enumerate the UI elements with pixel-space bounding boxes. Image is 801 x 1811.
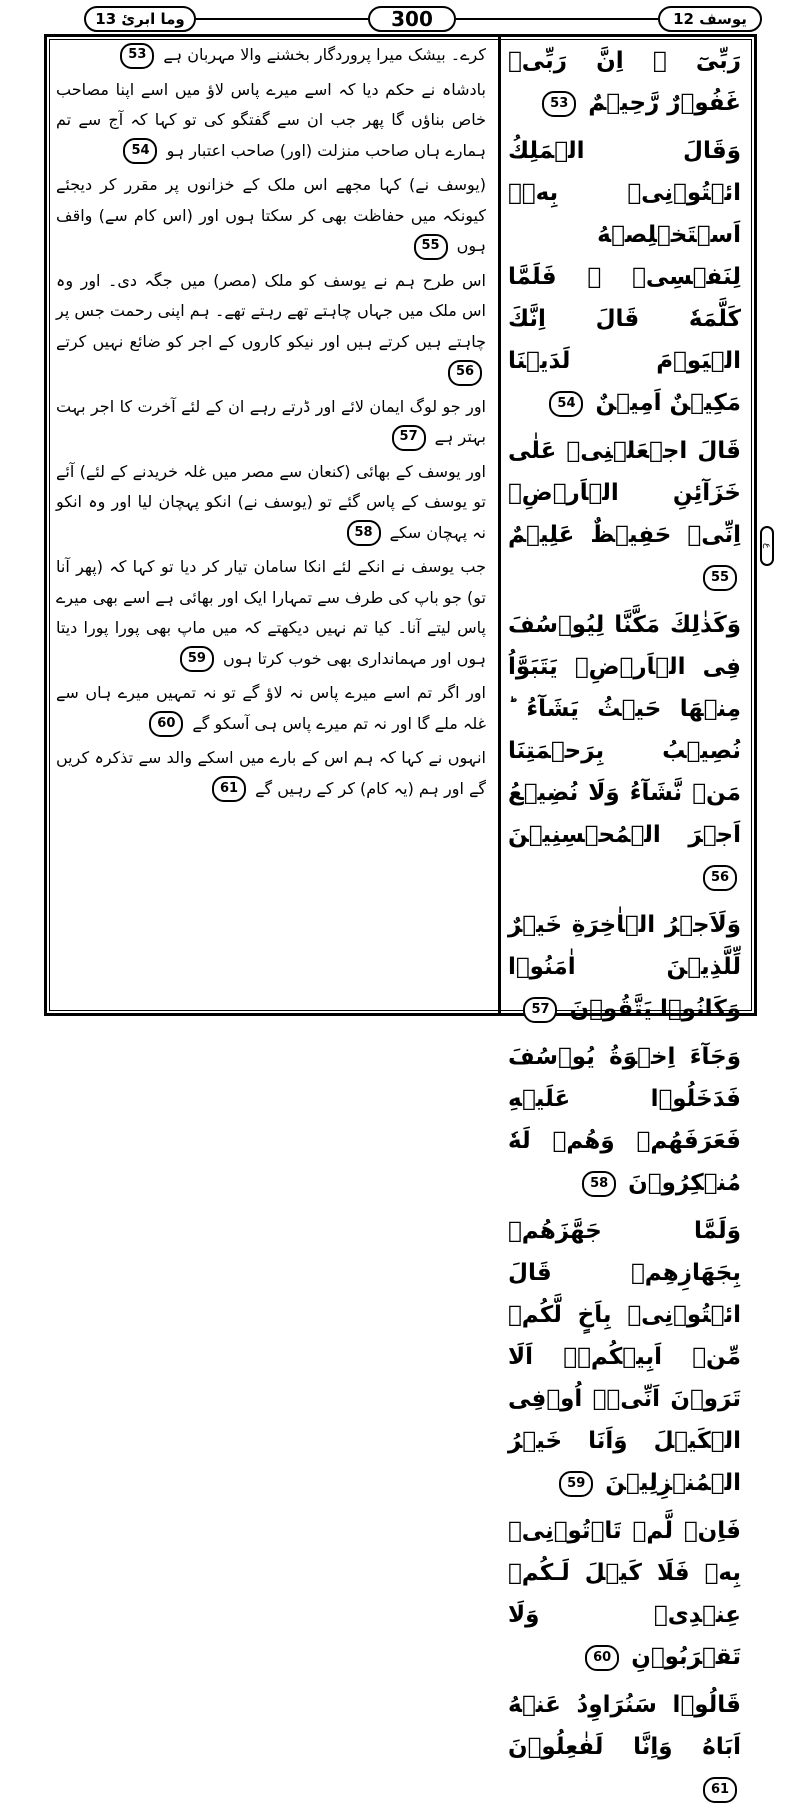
header-rule-right [456, 18, 658, 20]
verse-number-badge: 57 [523, 997, 557, 1023]
verse-number-badge: 57 [392, 425, 426, 451]
urdu-verse [56, 75, 486, 167]
arabic-verse-text: قَالُوۡا سَنُرَاوِدُ عَنۡهُ اَبَاهُ وَاِنَّا لَفٰعِلُوۡنَ [508, 1692, 741, 1760]
arabic-verses [508, 40, 741, 1810]
arabic-verse-text: وَلَمَّا جَهَّزَهُمۡ بِجَهَازِهِمۡ قَالَ ائۡتُوۡنِىۡ بِاَخٍ لَّكُمۡ مِّنۡ اَبِيۡكُمۡ‌ۚ اَلَا تَرَوۡنَ اَنِّىۡۤ اُوۡفِى الۡكَيۡلَ وَاَنَا خَيۡرُ الۡمُنۡزِلِيۡنَ [508, 1218, 741, 1496]
urdu-verse [56, 552, 486, 674]
page-number: 300 [368, 6, 456, 32]
arabic-verse-text: وَلَاَجۡرُ الۡاٰخِرَةِ خَيۡرٌ لِّلَّذِيۡنَ اٰمَنُوۡا وَكَانُوۡا يَتَّقُوۡنَ [508, 912, 741, 1022]
verse-number-badge: 55 [414, 234, 448, 260]
urdu-verse-text: اس طرح ہم نے یوسف کو ملک (مصر) میں جگہ دی۔ اور وہ اس ملک میں جہاں چاہتے تھے رہتے تھے۔ ہم اپنی رحمت جس پر چاہتے ہیں کرتے ہیں اور نیکو کاروں کے اجر کو ضائع نہیں کرتے [56, 270, 486, 351]
arabic-verse [508, 604, 741, 898]
urdu-verse-text: (یوسف نے) کہا مجھے اس ملک کے خزانوں پر مقرر کر دیجئے کیونکہ میں حفاظت بھی کر سکتا ہوں اور (اس کام سے) واقف ہوں [56, 175, 486, 255]
urdu-verse [56, 457, 486, 549]
urdu-verse [56, 170, 486, 262]
urdu-translation [56, 40, 486, 804]
surah-label: یوسف 12 [658, 6, 762, 32]
urdu-verse-text: کرے۔ بیشک میرا پروردگار بخشنے والا مہربان ہے [163, 45, 486, 64]
verse-number-badge: 54 [123, 138, 157, 164]
urdu-verse-text: جب یوسف نے انکے لئے انکا سامان تیار کر دیا تو کہا کہ (پھر آنا تو) جو باپ کی طرف سے تمہارا ایک اور بھائی ہے اسے بھی میرے پاس لیتے آنا۔ کیا تم نہیں دیکھتے کہ میں ماپ بھی پورا پورا دیتا ہوں اور مہمانداری بھی خوب کرتا ہوں [56, 557, 486, 668]
urdu-column [50, 40, 496, 1014]
arabic-verse [508, 1684, 741, 1810]
urdu-verse [56, 40, 486, 71]
arabic-verse-text: وَكَذٰلِكَ مَكَّنَّا لِيُوۡسُفَ فِى الۡاَرۡضِ‌ۚ يَتَبَوَّاُ مِنۡهَا حَيۡثُ يَشَآءُ‌ ؕ نُصِيۡبُ بِرَحۡمَتِنَا مَنۡ نَّشَآءُ وَلَا نُضِيۡعُ اَجۡرَ الۡمُحۡسِنِيۡنَ [508, 612, 741, 848]
verse-number-badge: 59 [559, 1471, 593, 1497]
verse-number-badge: 61 [212, 776, 246, 802]
arabic-verse [508, 1210, 741, 1504]
ruku-mark: ع [760, 526, 774, 566]
arabic-column [500, 40, 753, 1797]
verse-number-badge: 59 [180, 646, 214, 672]
urdu-verse [56, 266, 486, 388]
urdu-verse-text: اور اگر تم اسے میرے پاس نہ لاؤ گے تو نہ تمہیں میرے ہاں سے غلہ ملے گا اور نہ تم میرے پاس ہی آسکو گے [56, 683, 486, 733]
arabic-verse-text: وَجَآءَ اِخۡوَةُ يُوۡسُفَ فَدَخَلُوۡا عَلَيۡهِ فَعَرَفَهُمۡ وَهُمۡ لَهٗ مُنۡكِرُوۡنَ [508, 1044, 741, 1196]
arabic-verse-text: فَاِنۡ لَّمۡ تَاۡتُوۡنِىۡ بِهٖ فَلَا كَيۡلَ لَـكُمۡ عِنۡدِىۡ وَلَا تَقۡرَبُوۡنِ [508, 1518, 741, 1670]
arabic-verse [508, 1510, 741, 1678]
urdu-verse [56, 392, 486, 453]
verse-number-badge: 58 [582, 1171, 616, 1197]
verse-number-badge: 54 [549, 391, 583, 417]
arabic-verse [508, 430, 741, 598]
urdu-verse [56, 678, 486, 739]
verse-number-badge: 56 [448, 360, 482, 386]
urdu-verse-text: اور جو لوگ ایمان لائے اور ڈرتے رہے ان کے لئے آخرت کا اجر بہت بہتر ہے [56, 396, 486, 446]
arabic-verse [508, 1036, 741, 1204]
verse-number-badge: 55 [703, 565, 737, 591]
verse-number-badge: 56 [703, 865, 737, 891]
para-label: وما ابرئ 13 [84, 6, 196, 32]
urdu-verse-text: انہوں نے کہا کہ ہم اس کے بارے میں اسکے والد سے تذکرہ کریں گے اور ہم (یہ کام) کر کے رہیں گے [56, 748, 486, 798]
header-rule-left [196, 18, 368, 20]
arabic-verse-text: رَبِّىٓ ۖ اِنَّ رَبِّىۡ غَفُوۡرٌ رَّحِيۡمٌ [508, 48, 741, 116]
arabic-verse-text: وَقَالَ الۡمَلِكُ ائۡتُوۡنِىۡ بِهٖۤ اَسۡتَخۡلِصۡهُ لِنَفۡسِىۡ‌ ۚ فَلَمَّا كَلَّمَهٗ قَالَ اِنَّكَ الۡيَوۡمَ لَدَيۡنَا مَكِيۡنٌ اَمِيۡنٌ [508, 138, 741, 416]
arabic-verse [508, 130, 741, 424]
verse-number-badge: 53 [542, 91, 576, 117]
verse-number-badge: 58 [347, 520, 381, 546]
arabic-verse [508, 40, 741, 124]
verse-number-badge: 53 [120, 43, 154, 69]
verse-number-badge: 60 [585, 1645, 619, 1671]
verse-number-badge: 60 [149, 711, 183, 737]
arabic-verse-text: قَالَ اجۡعَلۡنِىۡ عَلٰى خَزَآئِنِ الۡاَرۡضِ‌ۚ اِنِّىۡ حَفِيۡظٌ عَلِيۡمٌ [508, 438, 741, 548]
urdu-verse [56, 743, 486, 804]
urdu-verse-text: اور یوسف کے بھائی (کنعان سے مصر میں غلہ خریدنے کے لئے) آئے تو یوسف کے پاس گئے تو (یوسف نے) انکو پہچان لیا اور وہ انکو نہ پہچان سکے [56, 461, 486, 542]
verse-number-badge: 61 [703, 1777, 737, 1803]
urdu-verse-text: بادشاہ نے حکم دیا کہ اسے میرے پاس لاؤ میں اسے اپنا مصاحب خاص بناؤں گا پھر جب ان سے گفتگو کی تو کہا کہ آج سے تم ہمارے ہاں صاحب منزلت (اور) صاحب اعتبار ہو [56, 79, 486, 160]
arabic-verse [508, 904, 741, 1030]
